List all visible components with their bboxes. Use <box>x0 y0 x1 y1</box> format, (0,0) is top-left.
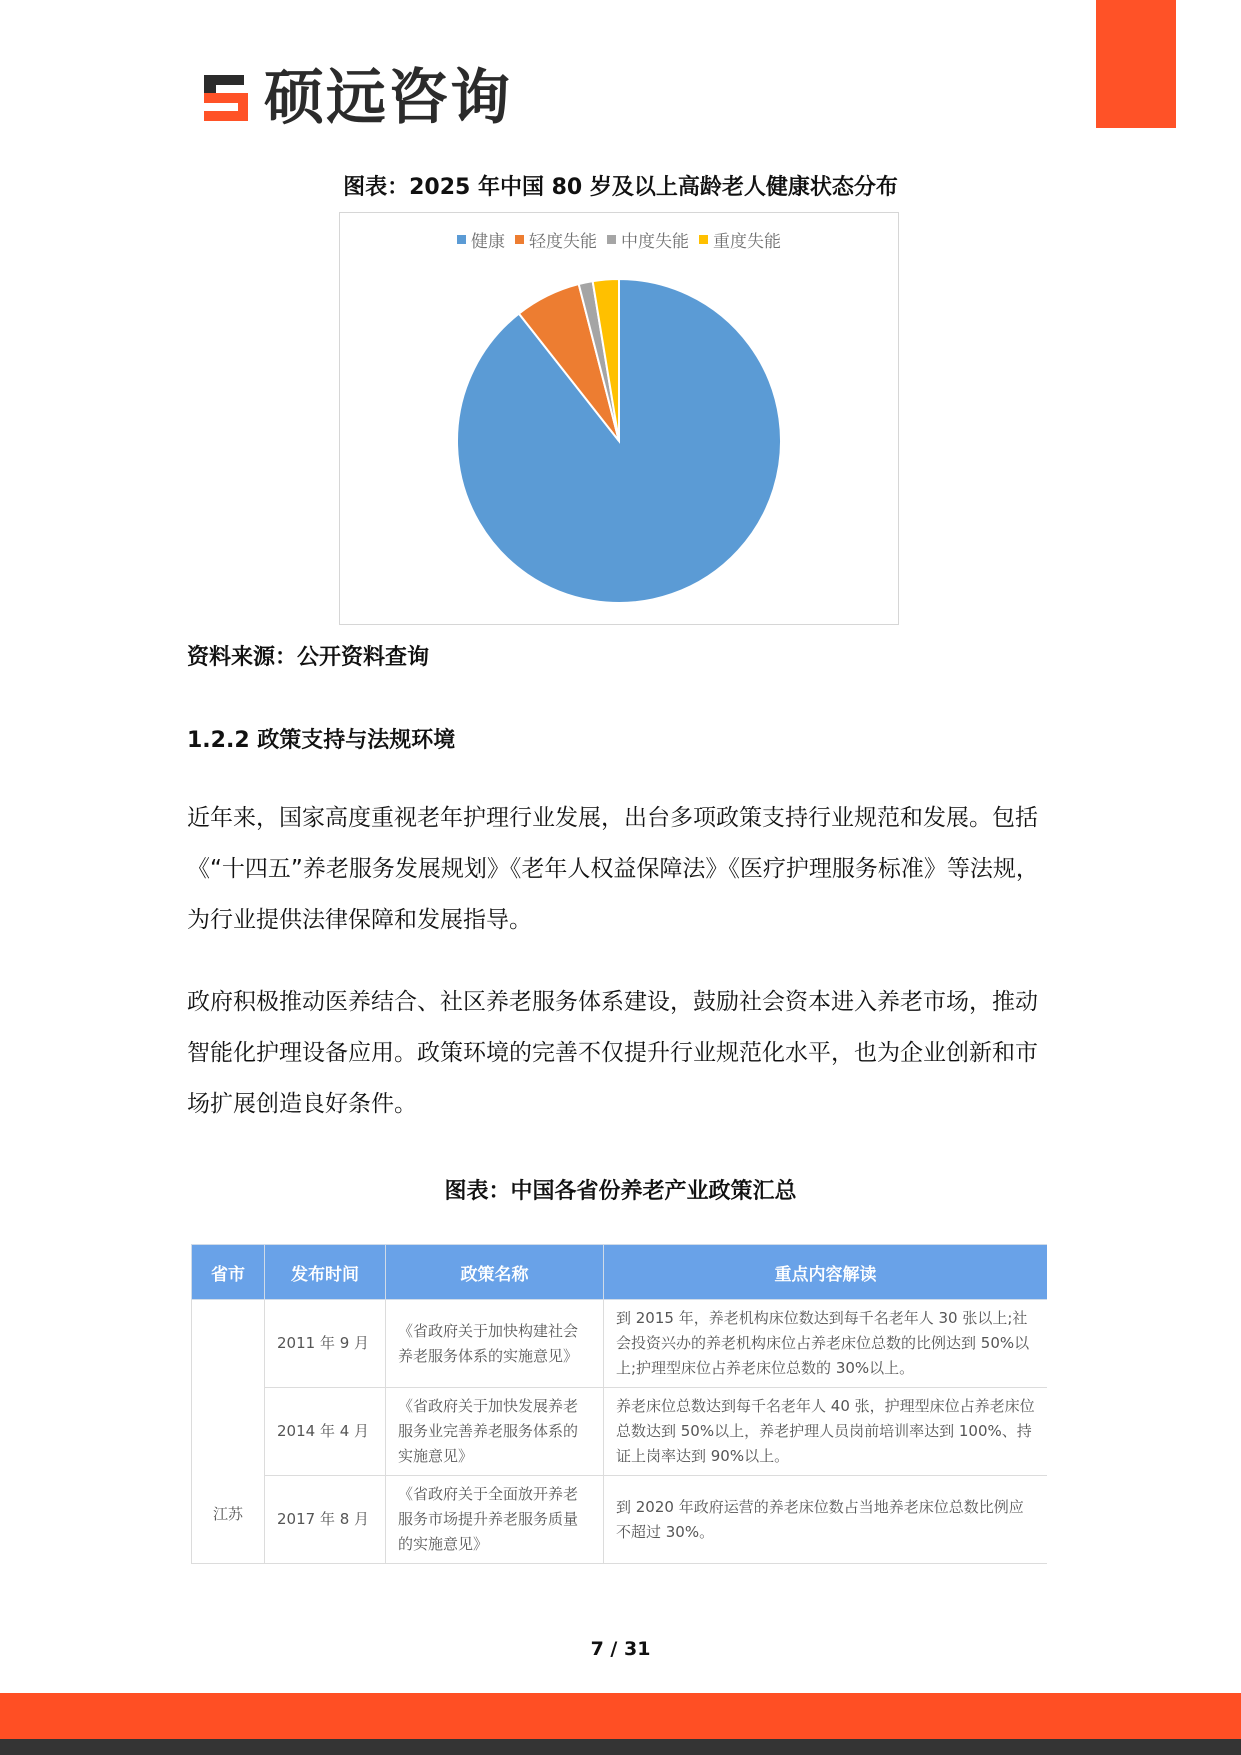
date-cell: 2017 年 8 月 <box>265 1476 386 1564</box>
table-caption: 图表：中国各省份养老产业政策汇总 <box>444 1179 797 1204</box>
content-cell: 到 2015 年，养老机构床位数达到每千名老年人 30 张以上;社会投资兴办的养老机构床位占养老床位总数的比例达到 50%以上;护理型床位占养老床位总数的 30%以上。 <box>604 1300 1048 1388</box>
page-number: 7 / 31 <box>590 1638 651 1660</box>
table-row <box>192 1388 1048 1476</box>
paragraph-1: 近年来，国家高度重视老年护理行业发展，出台多项政策支持行业规范和发展。包括《“十四五”养老服务发展规划》《老年人权益保障法》《医疗护理服务标准》等法规，为行业提供法律保障和发展指导。 <box>187 805 1039 933</box>
pie-chart <box>339 212 899 625</box>
brand-name: 硕远咨询 <box>264 63 512 133</box>
legend-label: 健康 <box>471 232 505 252</box>
header-policy-name: 政策名称 <box>386 1245 604 1300</box>
paragraph-2: 政府积极推动医养结合、社区养老服务体系建设，鼓励社会资本进入养老市场，推动智能化护理设备应用。政策环境的完善不仅提升行业规范化水平，也为企业创新和市场扩展创造良好条件。 <box>187 989 1038 1117</box>
policy-name-cell: 《省政府关于加快构建社会养老服务体系的实施意见》 <box>386 1300 604 1388</box>
source-note: 资料来源：公开资料查询 <box>187 645 430 670</box>
chart-caption: 图表：2025 年中国 80 岁及以上高龄老人健康状态分布 <box>343 175 898 200</box>
legend-label: 重度失能 <box>713 232 781 252</box>
policy-name-cell: 《省政府关于全面放开养老服务市场提升养老服务质量的实施意见》 <box>386 1476 604 1564</box>
footer-dark-strip <box>0 1739 1241 1755</box>
header-date: 发布时间 <box>265 1245 386 1300</box>
corner-accent-block <box>1096 0 1176 128</box>
date-cell: 2011 年 9 月 <box>265 1300 386 1388</box>
policy-name-cell: 《省政府关于加快发展养老服务业完善养老服务体系的实施意见》 <box>386 1388 604 1476</box>
header-key-content: 重点内容解读 <box>604 1245 1048 1300</box>
header-province: 省市 <box>192 1245 265 1300</box>
policy-table <box>191 1244 1047 1597</box>
pie-chart-svg <box>340 213 898 624</box>
table-row <box>192 1300 1048 1388</box>
province-cell: 江苏 <box>192 1300 265 1564</box>
section-heading: 1.2.2 政策支持与法规环境 <box>187 728 456 753</box>
table-row <box>192 1476 1048 1564</box>
legend-label: 中度失能 <box>621 232 689 252</box>
table-header-row <box>192 1245 1048 1300</box>
brand-logo-icon <box>200 69 258 127</box>
footer-bar <box>0 1693 1241 1739</box>
brand-logo <box>200 63 512 133</box>
content-cell: 养老床位总数达到每千名老年人 40 张，护理型床位占养老床位总数达到 50%以上，养老护理人员岗前培训率达到 100%、持证上岗率达到 90%以上。 <box>604 1388 1048 1476</box>
legend-label: 轻度失能 <box>529 232 597 252</box>
content-cell: 到 2020 年政府运营的养老床位数占当地养老床位总数比例应不超过 30%。 <box>604 1476 1048 1564</box>
date-cell: 2014 年 4 月 <box>265 1388 386 1476</box>
